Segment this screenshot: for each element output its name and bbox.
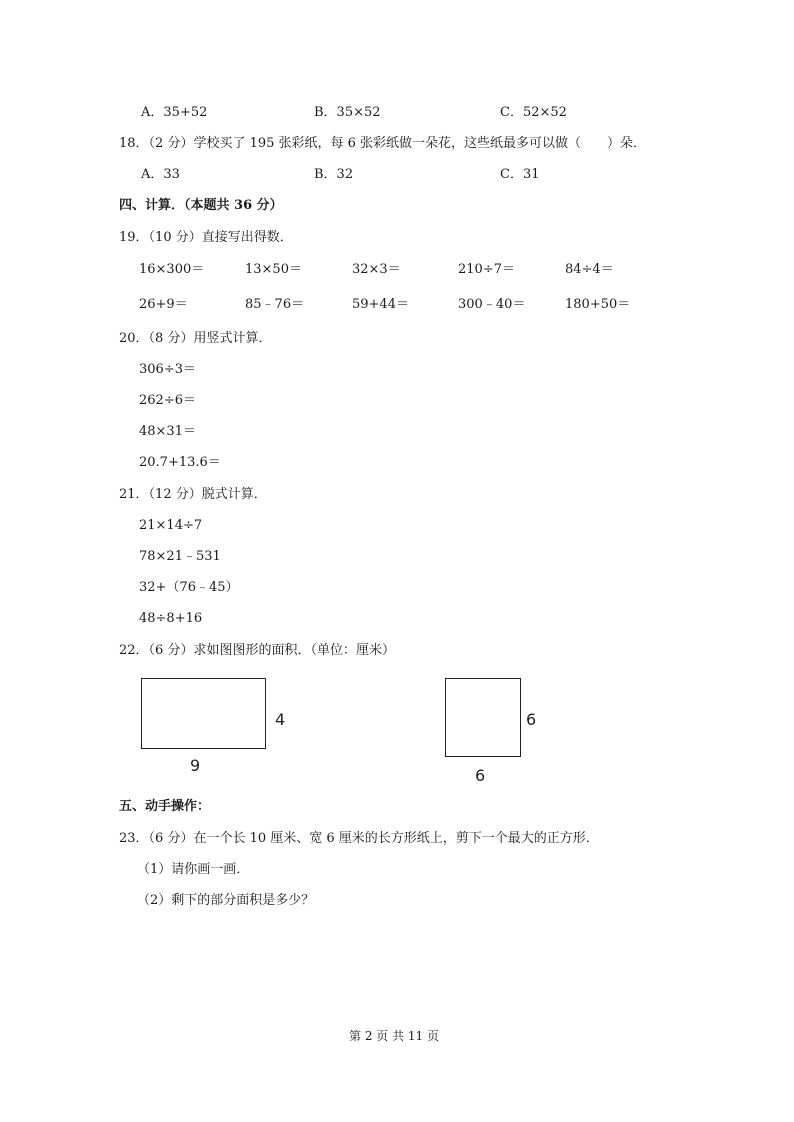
q20-item: 48×31＝ xyxy=(139,424,196,439)
q20-stem: 20．（8 分）用竖式计算． xyxy=(119,331,272,346)
q18-option-b: B．32 xyxy=(314,167,354,182)
q19-row1-item: 16×300＝ xyxy=(139,262,205,277)
q23-stem: 23．（6 分）在一个长 10 厘米、宽 6 厘米的长方形纸上，剪下一个最大的正方形． xyxy=(119,831,599,846)
square-height-label: 6 xyxy=(526,710,537,729)
square-width-label: 6 xyxy=(475,766,486,785)
q21-stem: 21．（12 分）脱式计算． xyxy=(119,487,267,502)
q19-row2-item: 26+9＝ xyxy=(139,297,188,312)
q18-stem: 18．（2 分）学校买了 195 张彩纸，每 6 张彩纸做一朵花，这些纸最多可以做（ ）朵． xyxy=(119,136,647,151)
q19-row2-item: 59+44＝ xyxy=(352,297,409,312)
q19-row2-item: 85﹣76＝ xyxy=(245,297,305,312)
page-number-footer: 第 2 页 共 11 页 xyxy=(349,1029,439,1043)
q21-item: 48÷8+16 xyxy=(139,611,203,626)
q21-item: 78×21﹣531 xyxy=(139,549,221,564)
q19-row1-item: 32×3＝ xyxy=(352,262,401,277)
q18-option-c: C．31 xyxy=(500,167,540,182)
q21-item: 32+（76﹣45） xyxy=(139,580,239,595)
section-5-title: 五、动手操作： xyxy=(119,799,211,814)
q19-stem: 19．（10 分）直接写出得数． xyxy=(119,230,293,245)
q19-row1-item: 210÷7＝ xyxy=(458,262,515,277)
q20-item: 306÷3＝ xyxy=(139,362,196,377)
section-4-title: 四、计算．（本题共 36 分） xyxy=(119,198,283,213)
q19-row2-item: 180+50＝ xyxy=(565,297,631,312)
q19-row1-item: 84÷4＝ xyxy=(565,262,614,277)
q20-item: 262÷6＝ xyxy=(139,393,196,408)
rectangle-width-label: 9 xyxy=(190,756,201,775)
q18-option-a: A．33 xyxy=(141,167,180,182)
q17-option-c: C．52×52 xyxy=(500,105,567,120)
q17-option-b: B．35×52 xyxy=(314,105,381,120)
q22-stem: 22．（6 分）求如图图形的面积．（单位：厘米） xyxy=(119,643,395,658)
square-figure xyxy=(445,678,521,757)
q19-row2-item: 300﹣40＝ xyxy=(458,297,526,312)
q23-sub1: （1）请你画一画． xyxy=(137,862,250,877)
q19-row1-item: 13×50＝ xyxy=(245,262,302,277)
q23-sub2: （2）剩下的部分面积是多少？ xyxy=(137,893,315,908)
rectangle-figure xyxy=(141,678,266,749)
rectangle-height-label: 4 xyxy=(275,710,286,729)
q20-item: 20.7+13.6＝ xyxy=(139,455,221,470)
q17-option-a: A．35+52 xyxy=(141,105,208,120)
q21-item: 21×14÷7 xyxy=(139,518,203,533)
